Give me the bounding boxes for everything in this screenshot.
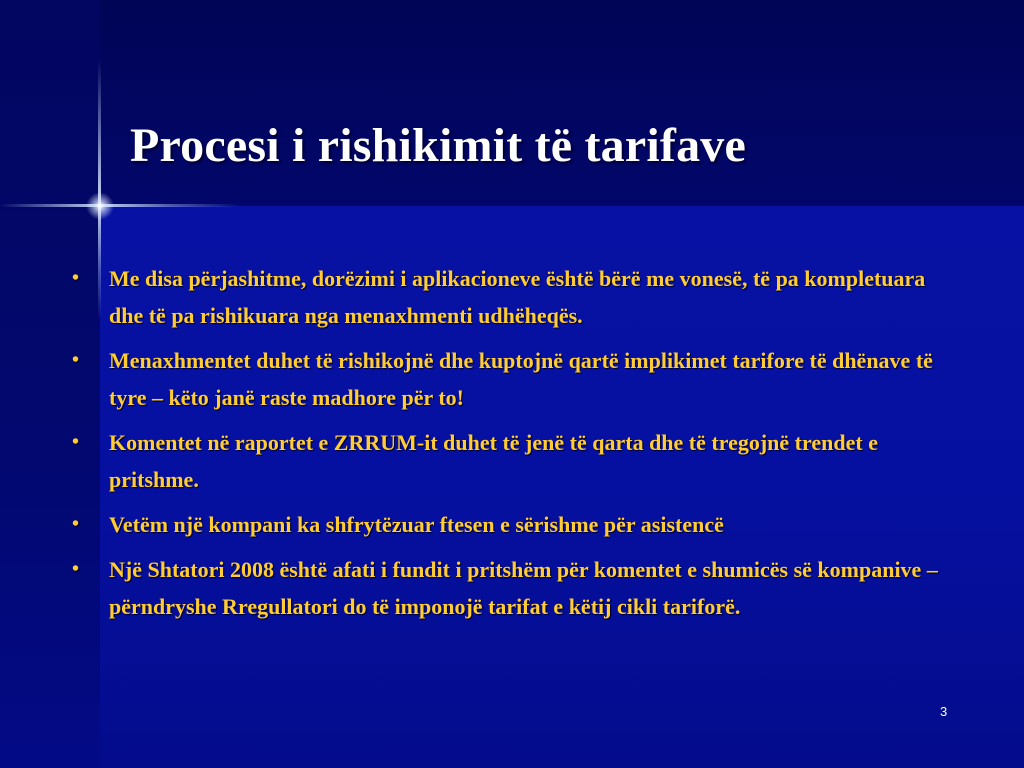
bullet-text: Komentet në raportet e ZRRUM-it duhet të jenë të qarta dhe të tregojnë trendet e pritshme. [109, 430, 878, 492]
bullet-text: Vetëm një kompani ka shfrytëzuar ftesen e sërishme për asistencë [109, 512, 724, 537]
bullet-dot-icon: • [72, 349, 80, 371]
bullet-item [72, 551, 952, 625]
bullet-dot-icon: • [72, 431, 80, 453]
horizontal-light-line [0, 204, 240, 207]
slide-title: Procesi i rishikimit të tarifave [130, 119, 747, 172]
title-band [100, 0, 1024, 206]
page-number: 3 [940, 704, 948, 719]
bullet-dot-icon: • [72, 267, 80, 289]
bullet-text: Menaxhmentet duhet të rishikojnë dhe kuptojnë qartë implikimet tarifore të dhënave të tyre – këto janë raste madhore për to! [109, 348, 933, 410]
bullet-item [72, 260, 952, 334]
bullet-item [72, 506, 952, 543]
bullet-text: Një Shtatori 2008 është afati i fundit i pritshëm për komentet e shumicës së kompanive – përndryshe Rregullatori do të imponojë tarifat e këtij cikli tariforë. [109, 557, 938, 619]
bullet-dot-icon: • [72, 558, 80, 580]
bullet-item [72, 342, 952, 416]
bullet-text: Me disa përjashitme, dorëzimi i aplikacioneve është bërë me vonesë, të pa kompletuara dhe të pa rishikuara nga menaxhmenti udhëheqës. [109, 266, 926, 328]
bullet-item [72, 424, 952, 498]
bullet-list [72, 260, 952, 633]
sparkle-icon [86, 192, 114, 220]
bullet-dot-icon: • [72, 513, 80, 535]
